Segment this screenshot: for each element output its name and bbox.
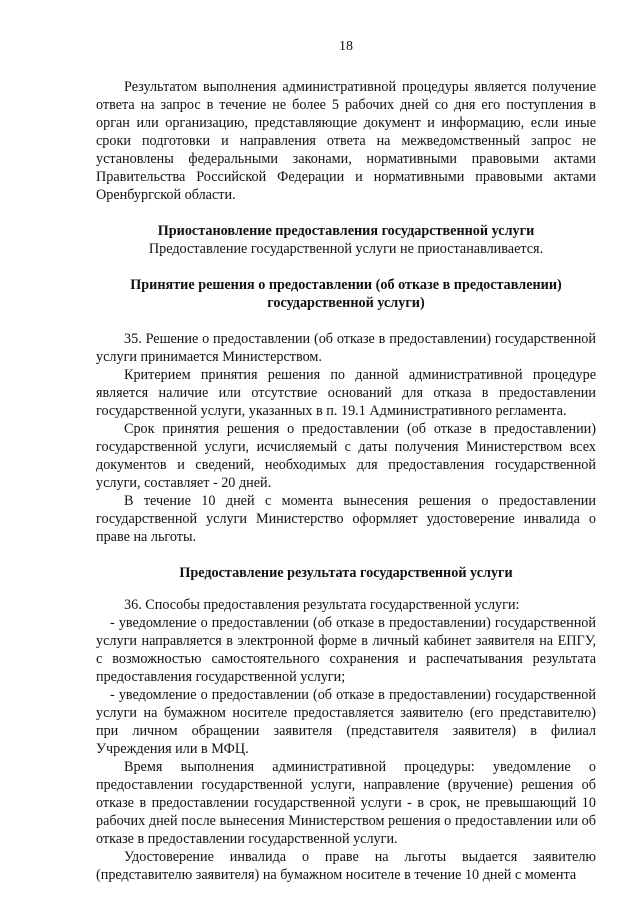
- page-number: 18: [339, 39, 353, 54]
- heading-decision-line2: государственной услуги): [267, 295, 425, 311]
- paragraph-certificate-issue: В течение 10 дней с момента вынесения решения о предоставлении государственной услуги Министерство оформляет удостоверение инвалида о праве на льготы.: [96, 493, 596, 545]
- document-page: [96, 38, 596, 884]
- spacer: [96, 546, 596, 564]
- heading-suspension: Приостановление предоставления государственной услуги: [157, 223, 535, 239]
- paragraph-request-result: Результатом выполнения административной процедуры является получение ответа на запрос в течение не более 5 рабочих дней со дня его поступления в орган или организацию, представляющие документ и информацию, если иные сроки подготовки и направления ответа на межведомственный запрос не установлены федеральными законами, нормативными правовыми актами Правительства Российской Федерации и нормативными правовыми актами Оренбургской области.: [96, 79, 596, 203]
- list-item-electronic: - уведомление о предоставлении (об отказе в предоставлении) государственной услуги направляется в электронной форме в личный кабинет заявителя на ЕПГУ, с возможностью самостоятельного сохранения и распечатывания результата предоставления государственной услуги;: [96, 615, 596, 685]
- heading-result-provision: Предоставление результата государственной услуги: [179, 565, 513, 581]
- spacer: [96, 258, 596, 276]
- paragraph-36: 36. Способы предоставления результата государственной услуги:: [124, 597, 520, 613]
- spacer: [96, 582, 596, 596]
- spacer: [96, 204, 596, 222]
- paragraph-criterion: Критерием принятия решения по данной административной процедуре является наличие или отсутствие оснований для отказа в предоставлении государственной услуги, указанных в п. 19.1 Административного регламента.: [96, 367, 596, 419]
- list-item-paper: - уведомление о предоставлении (об отказе в предоставлении) государственной услуги на бумажном носителе предоставляется заявителю (его представителю) при личном обращении заявителя (представителя заявителя) в филиал Учреждения или в МФЦ.: [96, 687, 596, 757]
- paragraph-certificate-delivery: Удостоверение инвалида о праве на льготы выдается заявителю (представителю заявителя) на бумажном носителе в течение 10 дней с момента: [96, 849, 596, 883]
- heading-decision-line1: Принятие решения о предоставлении (об отказе в предоставлении): [130, 277, 562, 293]
- paragraph-no-suspension: Предоставление государственной услуги не приостанавливается.: [148, 241, 544, 257]
- paragraph-execution-time: Время выполнения административной процедуры: уведомление о предоставлении государственной услуги, направление (вручение) решения об отказе в предоставлении государственной услуги - в срок, не превышающий 10 рабочих дней после вынесения Министерством решения о предоставлении или об отказе в предоставлении государственной услуги.: [96, 759, 596, 847]
- paragraph-decision-term: Срок принятия решения о предоставлении (об отказе в предоставлении) государственной услуги, исчисляемый с даты получения Министерством всех документов и сведений, необходимых для предоставления государственной услуги, составляет - 20 дней.: [96, 421, 596, 491]
- spacer: [96, 312, 596, 330]
- paragraph-35: 35. Решение о предоставлении (об отказе в предоставлении) государственной услуги принимается Министерством.: [96, 331, 596, 365]
